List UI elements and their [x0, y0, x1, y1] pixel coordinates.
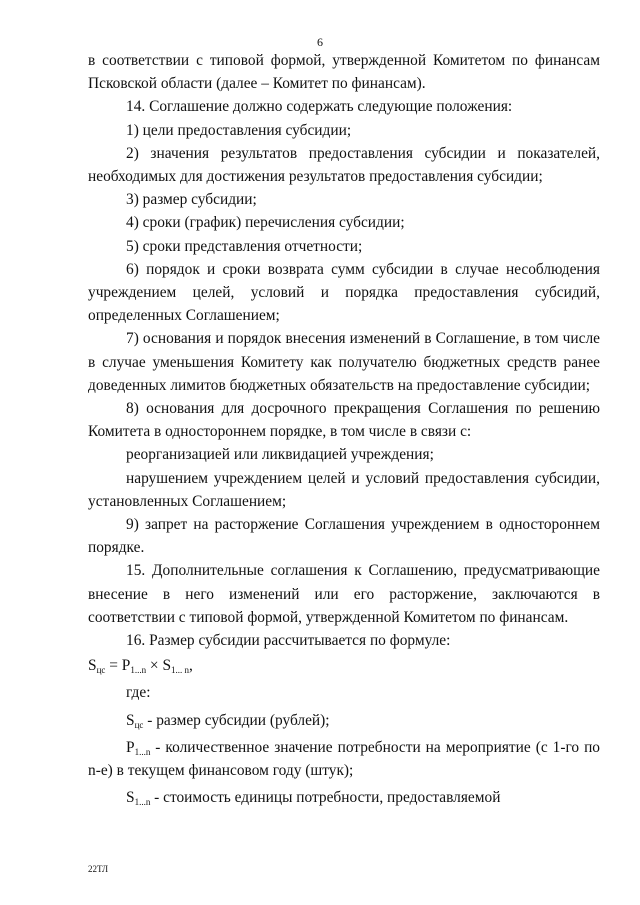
definition	[88, 736, 600, 782]
definition-text: - количественное значение потребности на мероприятие (с 1-го по n-е) в текущем финансовом году (штук);	[88, 738, 600, 780]
list-subitem: нарушением учреждением целей и условий предоставления субсидии, установленных Соглашением;	[88, 469, 600, 510]
list-item: 2) значения результатов предоставления субсидии и показателей, необходимых для достижения результатов предоставления субсидии;	[88, 144, 600, 186]
formula-operator: ×	[146, 657, 163, 675]
formula-subscript: 1...n	[130, 665, 147, 676]
formula-subscript: 1... n	[171, 665, 190, 676]
page-number: 6	[317, 35, 323, 49]
formula-symbol: S	[162, 657, 172, 675]
list-subitem: реорганизацией или ликвидацией учреждения;	[126, 446, 434, 464]
list-item: 8) основания для досрочного прекращения Соглашения по решению Комитета в одностороннем порядке, в том числе в связи с:	[88, 400, 600, 441]
formula-subscript: цс	[96, 665, 106, 676]
definition-subscript: 1...n	[134, 797, 151, 808]
where-label: где:	[126, 684, 151, 702]
formula-symbol: P	[121, 657, 131, 675]
definition-symbol: S	[126, 789, 135, 807]
formula-operator: =	[105, 657, 122, 675]
list-item: 4) сроки (график) перечисления субсидии;	[126, 214, 405, 232]
definition-symbol: S	[126, 711, 135, 729]
list-item: 1) цели предоставления субсидии;	[126, 121, 352, 139]
footer-code: 22ТЛ	[88, 864, 109, 874]
definition-subscript: 1...n	[134, 746, 151, 757]
clause-15: 15. Дополнительные соглашения к Соглашению, предусматривающие внесение в него изменений или его расторжение, заключаются в соответствии с типовой формой, утвержденной Комитетом по финансам.	[88, 562, 600, 626]
list-item: 7) основания и порядок внесения изменений в Соглашение, в том числе в случае уменьшения Комитету как получателю бюджетных средств ранее доведенных лимитов бюджетных обязательств на предоставление субсидии;	[88, 330, 600, 394]
definition-symbol: P	[126, 738, 135, 756]
list-item: 9) запрет на расторжение Соглашения учреждением в одностороннем порядке.	[88, 516, 600, 557]
document-body	[88, 49, 600, 810]
definition-subscript: цс	[134, 719, 144, 730]
formula-symbol: S	[88, 657, 97, 675]
definition-text: - стоимость единицы потребности, предоставляемой	[150, 789, 501, 807]
list-item: 5) сроки представления отчетности;	[126, 237, 363, 255]
list-item: 3) размер субсидии;	[126, 191, 257, 209]
definition	[88, 786, 600, 809]
clause-16: 16. Размер субсидии рассчитывается по формуле:	[126, 632, 451, 650]
definition	[88, 709, 600, 732]
list-item: 6) порядок и сроки возврата сумм субсидии в случае несоблюдения учреждением целей, условий и порядка предоставления субсидий, определенных Соглашением;	[88, 260, 600, 325]
formula	[88, 654, 600, 677]
paragraph: в соответствии с типовой формой, утвержденной Комитетом по финансам Псковской области (далее – Комитет по финансам).	[88, 52, 600, 93]
clause-14: 14. Соглашение должно содержать следующие положения:	[126, 98, 513, 116]
definition-text: - размер субсидии (рублей);	[143, 711, 330, 729]
formula-end: ,	[189, 657, 193, 675]
